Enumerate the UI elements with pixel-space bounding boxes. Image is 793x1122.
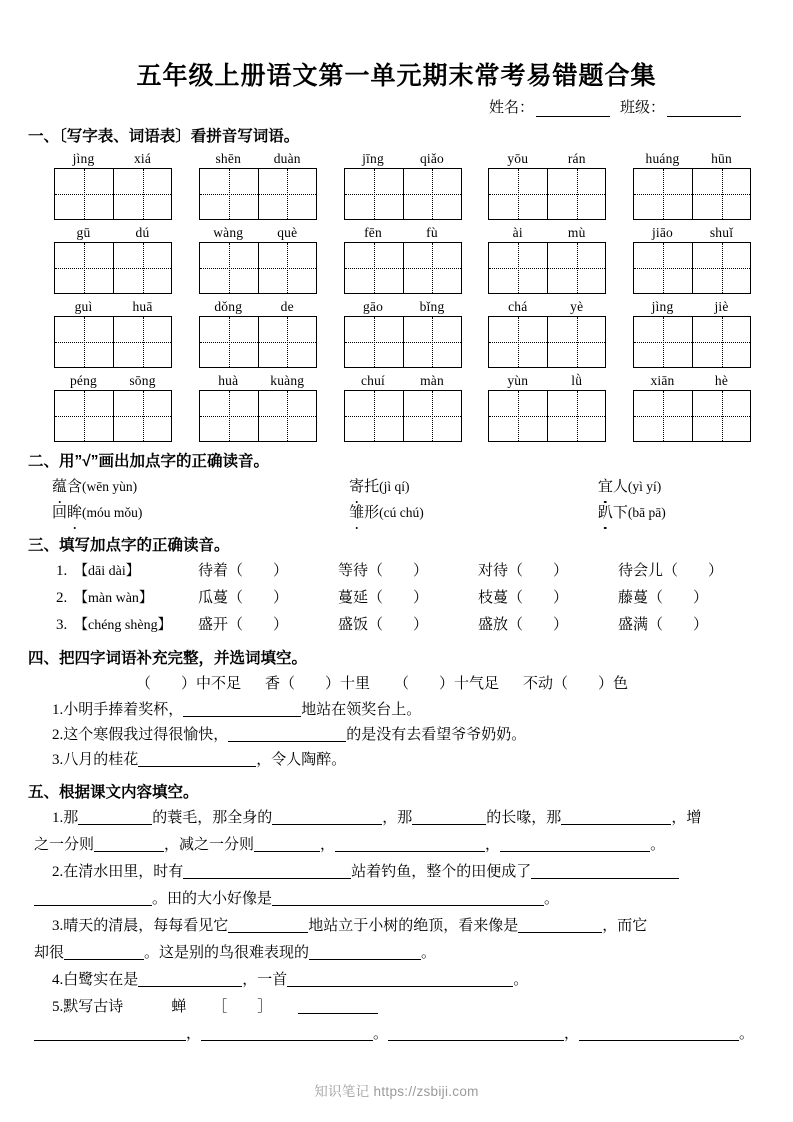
pinyin-syllable-2: bǐng: [419, 299, 445, 314]
polyphone-item[interactable]: 盛放（ ）: [478, 617, 569, 633]
pinyin-syllable-2: hūn: [711, 151, 732, 166]
sentence-after: 的是没有去看望爷爷奶奶。: [346, 727, 527, 743]
item-index: 1.: [52, 810, 64, 826]
answer-blank[interactable]: [309, 945, 421, 960]
idiom-item[interactable]: 不动（ ）色: [523, 676, 629, 692]
answer-blank[interactable]: [579, 1026, 739, 1041]
pinyin-text: [633, 297, 751, 316]
text-part: 。这是别的鸟很难表现的: [144, 945, 310, 961]
pinyin-cell: [199, 297, 317, 368]
pinyin-text: [199, 223, 317, 242]
pinyin-text: [344, 149, 462, 168]
text-part: 那: [63, 810, 79, 826]
answer-blank[interactable]: [228, 918, 308, 933]
text-part: 。田的大小好像是: [152, 891, 273, 907]
word-rest: 含: [67, 479, 83, 495]
polyphone-item[interactable]: 盛开（ ）: [198, 617, 289, 633]
answer-blank[interactable]: [561, 810, 671, 825]
tianzige-cell[interactable]: [113, 391, 171, 441]
tianzige-box[interactable]: [54, 390, 172, 442]
tianzige-box[interactable]: [199, 316, 317, 368]
tianzige-box[interactable]: [54, 168, 172, 220]
tianzige-box[interactable]: [488, 242, 606, 294]
reading-choice-item[interactable]: [52, 500, 349, 526]
tianzige-cell[interactable]: [200, 243, 258, 293]
pinyin-choices[interactable]: (móu mǒu): [82, 505, 143, 520]
pinyin-choices[interactable]: (wēn yùn): [82, 479, 138, 494]
pinyin-text: [344, 297, 462, 316]
section-1-heading: 一、〔写字表、词语表〕看拼音写词语。: [28, 128, 300, 145]
tianzige-box[interactable]: [344, 390, 462, 442]
polyphone-item[interactable]: 等待（ ）: [338, 563, 429, 579]
pinyin-syllable-2: sōng: [129, 373, 156, 388]
reading-choice-item[interactable]: [598, 500, 765, 526]
pinyin-syllable-2: què: [277, 225, 298, 240]
pinyin-syllable-2: mù: [567, 225, 586, 240]
pinyin-syllable-2: hè: [714, 373, 729, 388]
polyphone-item[interactable]: 藤蔓（ ）: [618, 590, 709, 606]
reading-choice-item[interactable]: [349, 474, 598, 500]
dotted-char: 蕴: [52, 474, 67, 500]
pinyin-syllable-1: shēn: [215, 151, 242, 166]
pinyin-cell: [199, 223, 317, 294]
answer-blank[interactable]: [183, 702, 301, 717]
pinyin-syllable-1: wàng: [213, 225, 244, 240]
pinyin-choices[interactable]: (jì qí): [379, 479, 410, 494]
reading-choice-item[interactable]: [598, 474, 765, 500]
pinyin-syllable-2: de: [280, 299, 294, 314]
text-part: ，一首: [242, 972, 288, 988]
polyphone-item[interactable]: 枝蔓（ ）: [478, 590, 569, 606]
tianzige-cell[interactable]: [547, 169, 605, 219]
tianzige-cell[interactable]: [258, 169, 316, 219]
idiom-item[interactable]: 香（ ）十里: [265, 676, 371, 692]
word-rest: 人: [612, 479, 628, 495]
tianzige-cell[interactable]: [345, 391, 403, 441]
tianzige-cell[interactable]: [634, 243, 692, 293]
text-part: 。: [373, 1026, 389, 1042]
reading-choice-row: [28, 500, 765, 526]
pinyin-cell: [199, 149, 317, 220]
item-index: 3.: [52, 918, 64, 934]
recite-question: [28, 805, 765, 832]
sentence-after: ，令人陶醉。: [256, 752, 347, 768]
idiom-item[interactable]: （ ）十气足: [394, 676, 500, 692]
tianzige-box[interactable]: [344, 316, 462, 368]
pinyin-cell: [633, 297, 751, 368]
item-index: 1.: [52, 702, 64, 718]
tianzige-cell[interactable]: [403, 243, 461, 293]
tianzige-cell[interactable]: [113, 169, 171, 219]
answer-blank[interactable]: [272, 810, 382, 825]
poem-author-bracket[interactable]: ［ ］: [212, 999, 273, 1015]
polyphone-item[interactable]: 瓜蔓（ ）: [198, 590, 289, 606]
pinyin-cell: [488, 371, 606, 442]
pinyin-syllable-2: qiǎo: [419, 151, 445, 166]
pinyin-syllable-1: yōu: [507, 151, 529, 166]
pinyin-text: [344, 371, 462, 390]
tianzige-cell[interactable]: [634, 169, 692, 219]
tianzige-cell[interactable]: [113, 317, 171, 367]
tianzige-cell[interactable]: [55, 391, 113, 441]
sentence-before: 八月的桂花: [63, 752, 139, 768]
pinyin-cell: [344, 223, 462, 294]
pinyin-syllable-1: huà: [218, 373, 239, 388]
tianzige-box[interactable]: [199, 168, 317, 220]
pinyin-grid-block: [28, 149, 765, 442]
tianzige-box[interactable]: [633, 242, 751, 294]
text-part: ，减之一分则: [164, 837, 255, 853]
class-label: 班级：: [619, 100, 665, 116]
section-3-heading: 三、填写加点字的正确读音。: [28, 537, 230, 554]
pinyin-syllable-2: lǜ: [571, 373, 583, 388]
section-5-heading: 五、根据课文内容填空。: [28, 784, 199, 801]
tianzige-cell[interactable]: [489, 391, 547, 441]
pinyin-syllable-2: xiá: [133, 151, 152, 166]
text-part: 之一分则: [34, 837, 95, 853]
pinyin-cell: [54, 297, 172, 368]
section-4-heading: 四、把四字词语补充完整，并选词填空。: [28, 650, 308, 667]
answer-blank[interactable]: [335, 837, 485, 852]
pinyin-text: [488, 223, 606, 242]
dotted-char: 眸: [67, 500, 82, 526]
tianzige-cell[interactable]: [403, 169, 461, 219]
pinyin-cell: [54, 371, 172, 442]
tianzige-cell[interactable]: [547, 391, 605, 441]
pinyin-bracket: 【dāi dài】: [74, 564, 140, 579]
text-part: 在清水田里，时有: [63, 864, 184, 880]
answer-blank[interactable]: [518, 918, 602, 933]
pinyin-syllable-1: jìng: [651, 299, 674, 314]
pinyin-cell: [633, 149, 751, 220]
pinyin-text: [54, 149, 172, 168]
text-part: ，那: [382, 810, 413, 826]
pinyin-syllable-2: jiè: [714, 299, 729, 314]
text-part: 白鹭实在是: [63, 972, 139, 988]
pinyin-cell: [633, 371, 751, 442]
polyphone-item[interactable]: 盛饭（ ）: [338, 617, 429, 633]
pinyin-text: [199, 297, 317, 316]
sentence-after: 地站在领奖台上。: [301, 702, 422, 718]
reading-choice-row: [28, 474, 765, 500]
text-part: 。: [650, 837, 666, 853]
pinyin-text: [199, 371, 317, 390]
pinyin-choices[interactable]: (bā pā): [627, 505, 666, 520]
tianzige-cell[interactable]: [258, 243, 316, 293]
item-index: 2.: [52, 864, 64, 880]
polyphone-item[interactable]: 盛满（ ）: [618, 617, 709, 633]
pinyin-text: [488, 149, 606, 168]
text-part: 却很: [34, 945, 65, 961]
pinyin-text: [633, 149, 751, 168]
tianzige-cell[interactable]: [634, 391, 692, 441]
tianzige-cell[interactable]: [547, 243, 605, 293]
sentence-before: 这个寒假我过得很愉快，: [63, 727, 229, 743]
tianzige-cell[interactable]: [345, 243, 403, 293]
text-part: ，而它: [602, 918, 648, 934]
pinyin-syllable-2: kuàng: [270, 373, 305, 388]
text-part: 默写古诗: [63, 999, 124, 1015]
item-index: 3.: [52, 752, 64, 768]
recite-question: [28, 913, 765, 940]
tianzige-cell[interactable]: [547, 317, 605, 367]
recite-question: [28, 859, 765, 886]
tianzige-box[interactable]: [488, 390, 606, 442]
section-2-heading: 二、用”√”画出加点字的正确读音。: [28, 453, 270, 470]
text-part: ，: [485, 837, 501, 853]
answer-blank[interactable]: [388, 1026, 564, 1041]
pinyin-syllable-2: rán: [567, 151, 586, 166]
answer-blank[interactable]: [138, 752, 256, 767]
pinyin-syllable-1: chuí: [360, 373, 386, 388]
pinyin-cell: [344, 149, 462, 220]
pinyin-syllable-1: jiāo: [651, 225, 674, 240]
pinyin-syllable-1: huáng: [645, 151, 680, 166]
text-part: 地站立于小树的绝顶，看来像是: [308, 918, 519, 934]
pinyin-text: [54, 297, 172, 316]
pinyin-syllable-1: yùn: [507, 373, 529, 388]
polyphone-item[interactable]: 待会儿（ ）: [618, 563, 724, 579]
pinyin-syllable-1: guì: [74, 299, 93, 314]
recite-question: [28, 967, 765, 994]
pinyin-row: [28, 371, 765, 442]
tianzige-box[interactable]: [488, 168, 606, 220]
answer-blank[interactable]: [254, 837, 320, 852]
pinyin-syllable-1: dǒng: [214, 299, 243, 314]
poem-title: 蝉: [171, 999, 187, 1015]
item-index: 5.: [52, 999, 64, 1015]
dotted-char: 趴: [598, 500, 613, 526]
pinyin-syllable-1: ài: [512, 225, 523, 240]
polyphone-item[interactable]: 蔓延（ ）: [338, 590, 429, 606]
reading-choice-item[interactable]: [52, 474, 349, 500]
student-id-line: [28, 96, 765, 117]
text-part: 。: [421, 945, 437, 961]
tianzige-box[interactable]: [344, 168, 462, 220]
answer-blank[interactable]: [531, 864, 679, 879]
pinyin-cell: [54, 223, 172, 294]
polyphone-row: [28, 612, 765, 639]
dotted-char: 雏: [349, 500, 364, 526]
pinyin-syllable-1: gū: [76, 225, 91, 240]
name-label: 姓名：: [488, 100, 534, 116]
pinyin-row: [28, 223, 765, 294]
pinyin-choices[interactable]: (yì yí): [627, 479, 662, 494]
polyphone-item[interactable]: 待着（ ）: [198, 563, 289, 579]
tianzige-cell[interactable]: [258, 317, 316, 367]
tianzige-cell[interactable]: [55, 243, 113, 293]
tianzige-cell[interactable]: [634, 317, 692, 367]
text-part: 。: [739, 1026, 755, 1042]
pinyin-row: [28, 149, 765, 220]
answer-blank[interactable]: [201, 1026, 373, 1041]
item-index: 2.: [56, 590, 68, 606]
text-part: ，: [564, 1026, 580, 1042]
pinyin-syllable-1: gāo: [362, 299, 384, 314]
idiom-item[interactable]: （ ）中不足: [136, 676, 242, 692]
item-index: 3.: [56, 617, 68, 633]
pinyin-syllable-2: huā: [132, 299, 153, 314]
pinyin-syllable-2: fù: [426, 225, 438, 240]
fill-sentence: [28, 723, 765, 748]
pinyin-syllable-1: fēn: [364, 225, 382, 240]
fill-sentence: [28, 698, 765, 723]
fill-sentence: [28, 748, 765, 773]
answer-blank[interactable]: [138, 972, 242, 987]
tianzige-cell[interactable]: [113, 243, 171, 293]
text-part: 的蓑毛，那全身的: [152, 810, 273, 826]
tianzige-cell[interactable]: [403, 391, 461, 441]
tianzige-cell[interactable]: [200, 391, 258, 441]
answer-blank[interactable]: [500, 837, 650, 852]
pinyin-text: [633, 223, 751, 242]
recite-question-cont: [28, 886, 765, 913]
text-part: 站着钓鱼，整个的田便成了: [351, 864, 532, 880]
tianzige-box[interactable]: [199, 390, 317, 442]
answer-blank[interactable]: [78, 810, 152, 825]
tianzige-box[interactable]: [54, 242, 172, 294]
tianzige-box[interactable]: [633, 316, 751, 368]
tianzige-cell[interactable]: [692, 169, 750, 219]
text-part: ，增: [671, 810, 702, 826]
tianzige-box[interactable]: [488, 316, 606, 368]
tianzige-cell[interactable]: [692, 317, 750, 367]
pinyin-syllable-2: dú: [135, 225, 150, 240]
tianzige-cell[interactable]: [403, 317, 461, 367]
tianzige-cell[interactable]: [345, 317, 403, 367]
answer-blank[interactable]: [34, 1026, 186, 1041]
class-blank[interactable]: [667, 103, 741, 117]
tianzige-box[interactable]: [54, 316, 172, 368]
item-index: 4.: [52, 972, 64, 988]
pinyin-syllable-1: jìng: [72, 151, 95, 166]
pinyin-syllable-1: péng: [69, 373, 98, 388]
answer-blank[interactable]: [412, 810, 486, 825]
sentence-before: 小明手捧着奖杯，: [63, 702, 184, 718]
pinyin-text: [633, 371, 751, 390]
text-part: 的长喙，那: [486, 810, 562, 826]
answer-blank[interactable]: [272, 891, 544, 906]
answer-blank[interactable]: [34, 891, 152, 906]
pinyin-syllable-2: yè: [570, 299, 584, 314]
recite-question-cont: [28, 832, 765, 859]
item-index: 2.: [52, 727, 64, 743]
pinyin-cell: [54, 149, 172, 220]
page-title: 五年级上册语文第一单元期末常考易错题合集: [136, 62, 657, 90]
dotted-char: 寄: [349, 474, 364, 500]
answer-blank[interactable]: [228, 727, 346, 742]
item-index: 1.: [56, 563, 68, 579]
text-part: ，: [186, 1026, 202, 1042]
pinyin-syllable-1: chá: [508, 299, 528, 314]
tianzige-cell[interactable]: [489, 243, 547, 293]
pinyin-text: [488, 371, 606, 390]
tianzige-cell[interactable]: [345, 169, 403, 219]
text-part: 。: [513, 972, 529, 988]
tianzige-cell[interactable]: [55, 317, 113, 367]
tianzige-cell[interactable]: [489, 317, 547, 367]
pinyin-syllable-1: jīng: [362, 151, 384, 166]
pinyin-text: [54, 223, 172, 242]
pinyin-row: [28, 297, 765, 368]
pinyin-text: [344, 223, 462, 242]
answer-blank[interactable]: [94, 837, 164, 852]
pinyin-cell: [199, 371, 317, 442]
recite-question-cont: [28, 940, 765, 967]
pinyin-bracket: 【chéng shèng】: [74, 618, 172, 633]
idiom-list: [28, 671, 765, 698]
word-rest: 下: [612, 505, 628, 521]
tianzige-cell[interactable]: [692, 391, 750, 441]
pinyin-syllable-2: duàn: [273, 151, 301, 166]
recite-question-cont: [28, 1021, 765, 1048]
polyphone-item[interactable]: 对待（ ）: [478, 563, 569, 579]
pinyin-syllable-2: màn: [420, 373, 444, 388]
text-part: 。: [544, 891, 560, 907]
answer-blank[interactable]: [287, 972, 513, 987]
answer-blank[interactable]: [183, 864, 351, 879]
name-blank[interactable]: [536, 103, 610, 117]
dotted-char: 宜: [598, 474, 613, 500]
pinyin-cell: [488, 223, 606, 294]
pinyin-text: [488, 297, 606, 316]
word-rest: 托: [364, 479, 380, 495]
pinyin-cell: [488, 297, 606, 368]
tianzige-box[interactable]: [199, 242, 317, 294]
watermark: 知识笔记 https://zsbiji.com: [314, 1084, 479, 1099]
word-rest: 形: [364, 505, 380, 521]
answer-blank[interactable]: [298, 999, 378, 1014]
tianzige-cell[interactable]: [489, 169, 547, 219]
pinyin-cell: [344, 297, 462, 368]
recite-question: [28, 994, 765, 1021]
polyphone-row: [28, 585, 765, 612]
text-part: ，: [320, 837, 336, 853]
tianzige-cell[interactable]: [200, 169, 258, 219]
tianzige-box[interactable]: [344, 242, 462, 294]
word-pre: 回: [52, 505, 68, 521]
reading-choice-item[interactable]: [349, 500, 598, 526]
pinyin-syllable-2: shuǐ: [709, 225, 734, 240]
tianzige-cell[interactable]: [200, 317, 258, 367]
tianzige-cell[interactable]: [692, 243, 750, 293]
tianzige-box[interactable]: [633, 390, 751, 442]
pinyin-cell: [633, 223, 751, 294]
tianzige-cell[interactable]: [55, 169, 113, 219]
tianzige-cell[interactable]: [258, 391, 316, 441]
pinyin-text: [199, 149, 317, 168]
polyphone-row: [28, 558, 765, 585]
pinyin-choices[interactable]: (cú chú): [379, 505, 424, 520]
answer-blank[interactable]: [64, 945, 144, 960]
pinyin-syllable-1: xiān: [650, 373, 675, 388]
pinyin-text: [54, 371, 172, 390]
pinyin-bracket: 【màn wàn】: [74, 591, 153, 606]
pinyin-cell: [344, 371, 462, 442]
tianzige-box[interactable]: [633, 168, 751, 220]
text-part: 晴天的清晨，每每看见它: [63, 918, 229, 934]
pinyin-cell: [488, 149, 606, 220]
